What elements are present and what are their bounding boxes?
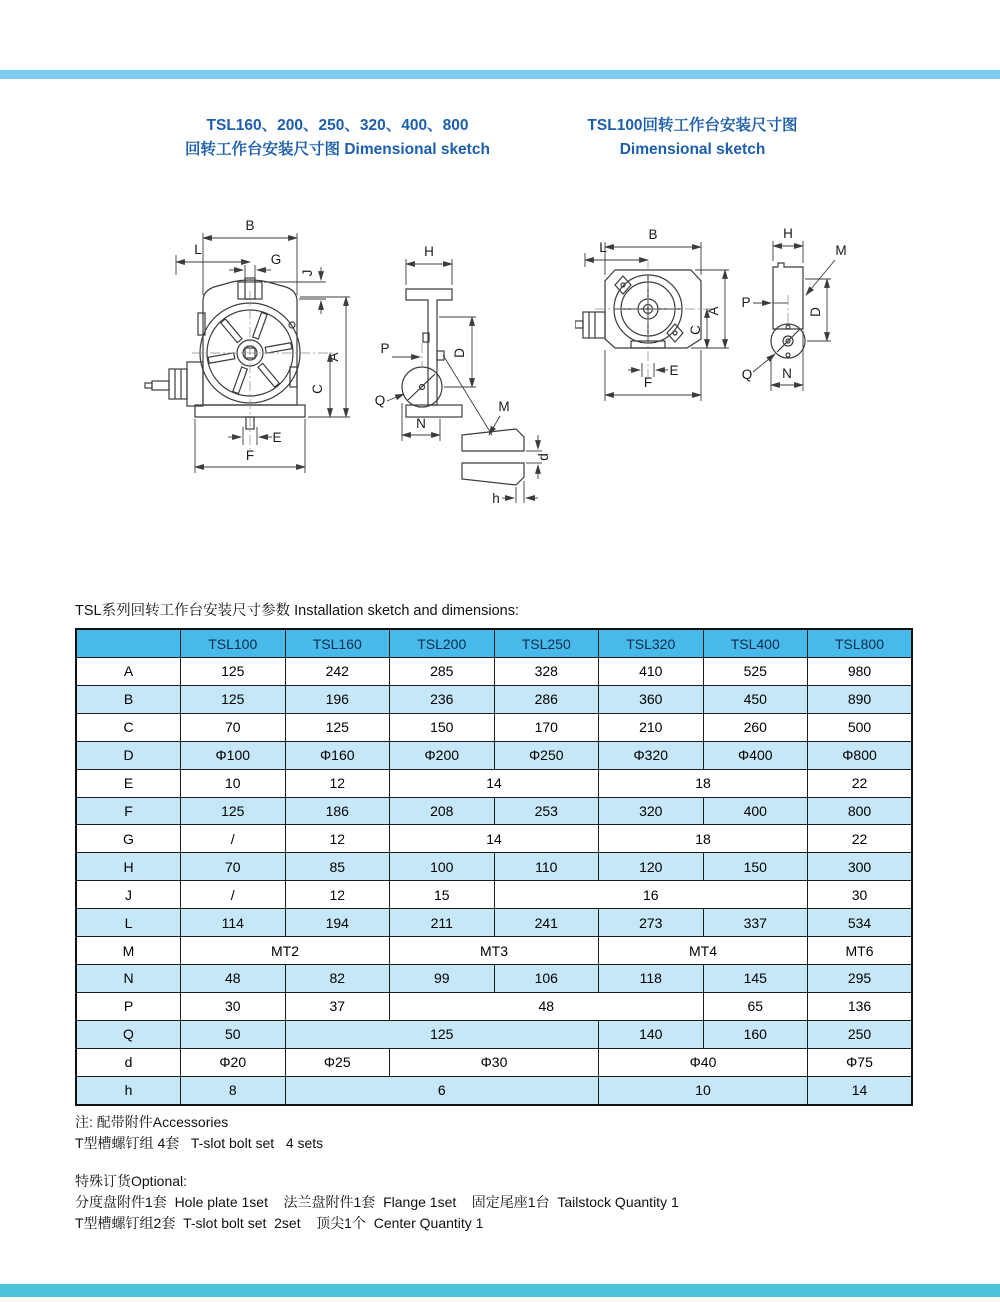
left-front-view (145, 278, 336, 451)
dim-label-C: C (310, 384, 325, 394)
table-cell: 120 (599, 853, 704, 881)
dim-label-B: B (648, 227, 658, 242)
table-corner-cell (76, 629, 181, 658)
table-cell: 208 (390, 797, 495, 825)
table-row-label: M (76, 937, 181, 965)
table-cell: 6 (285, 1076, 599, 1105)
table-col-header: TSL800 (808, 629, 913, 658)
right-front-view (575, 261, 715, 381)
table-row (76, 964, 912, 992)
note-accessories-title: 注: 配带附件Accessories (75, 1114, 229, 1130)
top-accent-bar (0, 70, 1000, 79)
table-row-label: N (76, 964, 181, 992)
table-cell: 125 (285, 1020, 599, 1048)
table-cell: MT2 (181, 937, 390, 965)
note-optional-line2: T型槽螺钉组2套 T-slot bolt set 2set 顶尖1个 Center Quantity 1 (75, 1215, 484, 1231)
table-row-label: J (76, 881, 181, 909)
dimensional-sketch-right (575, 215, 905, 475)
table-cell: MT4 (599, 937, 808, 965)
note-accessories-line: T型槽螺钉组 4套 T-slot bolt set 4 sets (75, 1135, 324, 1151)
dim-label-N: N (416, 416, 426, 431)
title-left-line2: 回转工作台安装尺寸图 Dimensional sketch (185, 141, 490, 159)
table-cell: 70 (181, 853, 286, 881)
table-cell: 400 (703, 797, 808, 825)
table-row-label: E (76, 769, 181, 797)
table-col-header: TSL100 (181, 629, 286, 658)
table-cell: 150 (390, 713, 495, 741)
table-cell: 118 (599, 964, 704, 992)
dim-label-E: E (272, 430, 282, 445)
dim-label-D: D (808, 307, 823, 317)
dim-label-F: F (245, 448, 255, 463)
table-cell: 242 (285, 658, 390, 686)
table-row-label: d (76, 1048, 181, 1076)
table-cell: 236 (390, 685, 495, 713)
table-row-label: H (76, 853, 181, 881)
table-cell: 260 (703, 713, 808, 741)
table-cell: Φ320 (599, 741, 704, 769)
bottom-accent-bar (0, 1284, 1000, 1297)
table-cell: 48 (181, 964, 286, 992)
table-row (76, 1076, 912, 1105)
table-cell: 16 (494, 881, 808, 909)
table-cell: 210 (599, 713, 704, 741)
table-cell: 211 (390, 909, 495, 937)
table-row (76, 992, 912, 1020)
dimensional-sketch-left (140, 205, 570, 505)
dim-label-Q: Q (374, 393, 386, 408)
right-side-dimensions (741, 226, 846, 391)
table-row-label: B (76, 685, 181, 713)
table-row (76, 1020, 912, 1048)
table-cell: 980 (808, 658, 913, 686)
table-cell: 534 (808, 909, 913, 937)
table-cell: 100 (390, 853, 495, 881)
table-cell: 114 (181, 909, 286, 937)
table-row (76, 853, 912, 881)
note-optional-title: 特殊订货Optional: (75, 1173, 188, 1189)
table-row-label: Q (76, 1020, 181, 1048)
table-row (76, 825, 912, 853)
dim-label-N: N (782, 366, 792, 381)
table-cell: 110 (494, 853, 599, 881)
left-front-dimensions (176, 218, 350, 473)
dim-label-H: H (783, 226, 793, 241)
table-cell: 450 (703, 685, 808, 713)
table-row (76, 769, 912, 797)
table-cell: / (181, 825, 286, 853)
title-left-line1: TSL160、200、250、320、400、800 (206, 117, 469, 134)
table-cell: 14 (808, 1076, 913, 1105)
table-row (76, 797, 912, 825)
table-cell: 12 (285, 769, 390, 797)
table-cell: 337 (703, 909, 808, 937)
table-cell: 12 (285, 881, 390, 909)
title-right-line1: TSL100回转工作台安装尺寸图 (587, 117, 798, 134)
table-cell: 285 (390, 658, 495, 686)
table-cell: 10 (599, 1076, 808, 1105)
table-row (76, 741, 912, 769)
table-row-label: A (76, 658, 181, 686)
table-cell: 136 (808, 992, 913, 1020)
table-col-header: TSL320 (599, 629, 704, 658)
table-cell: 37 (285, 992, 390, 1020)
table-cell: 250 (808, 1020, 913, 1048)
dim-label-d: d (536, 453, 551, 461)
table-cell: 186 (285, 797, 390, 825)
dim-label-L: L (194, 242, 202, 257)
table-col-header: TSL400 (703, 629, 808, 658)
title-left (150, 114, 525, 162)
table-cell: 360 (599, 685, 704, 713)
table-row-label: P (76, 992, 181, 1020)
table-cell: Φ100 (181, 741, 286, 769)
table-cell: 170 (494, 713, 599, 741)
title-right-line2: Dimensional sketch (619, 141, 766, 159)
table-cell: 525 (703, 658, 808, 686)
table-cell: 300 (808, 853, 913, 881)
table-cell: 82 (285, 964, 390, 992)
dim-label-P: P (380, 341, 390, 356)
dim-label-E: E (669, 363, 679, 378)
table-cell: Φ25 (285, 1048, 390, 1076)
table-row-label: C (76, 713, 181, 741)
table-cell: 273 (599, 909, 704, 937)
table-cell: 241 (494, 909, 599, 937)
table-cell: Φ800 (808, 741, 913, 769)
table-cell: 194 (285, 909, 390, 937)
table-row (76, 881, 912, 909)
table-cell: 85 (285, 853, 390, 881)
table-row-label: D (76, 741, 181, 769)
right-side-view (771, 263, 805, 358)
table-cell: 50 (181, 1020, 286, 1048)
table-row-label: h (76, 1076, 181, 1105)
table-cell: 15 (390, 881, 495, 909)
dim-label-A: A (326, 352, 341, 362)
table-row-label: L (76, 909, 181, 937)
table-col-header: TSL200 (390, 629, 495, 658)
table-row (76, 685, 912, 713)
table-cell: 48 (390, 992, 704, 1020)
table-cell: 500 (808, 713, 913, 741)
table-cell: 22 (808, 769, 913, 797)
table-cell: 410 (599, 658, 704, 686)
table-row (76, 909, 912, 937)
dim-label-J: J (300, 269, 315, 277)
table-cell: Φ250 (494, 741, 599, 769)
dim-label-D: D (452, 348, 467, 358)
table-col-header: TSL250 (494, 629, 599, 658)
table-cell: 145 (703, 964, 808, 992)
table-row-label: G (76, 825, 181, 853)
table-cell: 14 (390, 769, 599, 797)
table-cell: 150 (703, 853, 808, 881)
table-cell: 295 (808, 964, 913, 992)
table-header-row (76, 629, 912, 658)
table-cell: 125 (285, 713, 390, 741)
table-cell: 140 (599, 1020, 704, 1048)
table-cell: 65 (703, 992, 808, 1020)
dim-label-H: H (424, 244, 434, 259)
table-cell: 125 (181, 797, 286, 825)
table-cell: Φ400 (703, 741, 808, 769)
dim-label-C: C (688, 325, 703, 335)
table-cell: Φ160 (285, 741, 390, 769)
table-cell: 12 (285, 825, 390, 853)
table-cell: MT3 (390, 937, 599, 965)
table-cell: 328 (494, 658, 599, 686)
table-cell: 99 (390, 964, 495, 992)
table-row (76, 1048, 912, 1076)
table-cell: Φ75 (808, 1048, 913, 1076)
table-cell: 286 (494, 685, 599, 713)
dim-label-M: M (498, 399, 510, 414)
table-row (76, 937, 912, 965)
table-cell: / (181, 881, 286, 909)
table-cell: 22 (808, 825, 913, 853)
dim-label-Q: Q (741, 367, 753, 382)
table-col-header: TSL160 (285, 629, 390, 658)
dimensions-table (75, 628, 913, 1106)
dim-label-P: P (741, 295, 751, 310)
table-row (76, 713, 912, 741)
table-cell: 14 (390, 825, 599, 853)
dim-label-A: A (706, 306, 721, 316)
table-cell: 125 (181, 685, 286, 713)
dim-label-B: B (245, 218, 255, 233)
table-cell: Φ20 (181, 1048, 286, 1076)
table-title: TSL系列回转工作台安装尺寸参数 Installation sketch and dimensions: (75, 603, 519, 619)
note-optional-line1: 分度盘附件1套 Hole plate 1set 法兰盘附件1套 Flange 1set 固定尾座1台 Tailstock Quantity 1 (75, 1194, 679, 1210)
table-cell: 125 (181, 658, 286, 686)
table-cell: 160 (703, 1020, 808, 1048)
dim-label-M: M (835, 243, 847, 258)
title-right (540, 114, 845, 162)
table-row (76, 658, 912, 686)
table-cell: 10 (181, 769, 286, 797)
table-cell: 106 (494, 964, 599, 992)
table-cell: 890 (808, 685, 913, 713)
table-cell: 70 (181, 713, 286, 741)
dim-label-L: L (599, 240, 607, 255)
table-cell: Φ40 (599, 1048, 808, 1076)
table-cell: 30 (181, 992, 286, 1020)
dim-label-h: h (492, 491, 500, 505)
table-cell: MT6 (808, 937, 913, 965)
table-cell: 196 (285, 685, 390, 713)
table-cell: 253 (494, 797, 599, 825)
table-cell: 30 (808, 881, 913, 909)
table-cell: 800 (808, 797, 913, 825)
dim-label-G: G (270, 252, 282, 267)
table-cell: Φ200 (390, 741, 495, 769)
table-cell: Φ30 (390, 1048, 599, 1076)
dim-label-F: F (643, 375, 653, 390)
table-row-label: F (76, 797, 181, 825)
table-body (76, 658, 912, 1106)
table-cell: 8 (181, 1076, 286, 1105)
table-cell: 320 (599, 797, 704, 825)
table-cell: 18 (599, 769, 808, 797)
table-cell: 18 (599, 825, 808, 853)
